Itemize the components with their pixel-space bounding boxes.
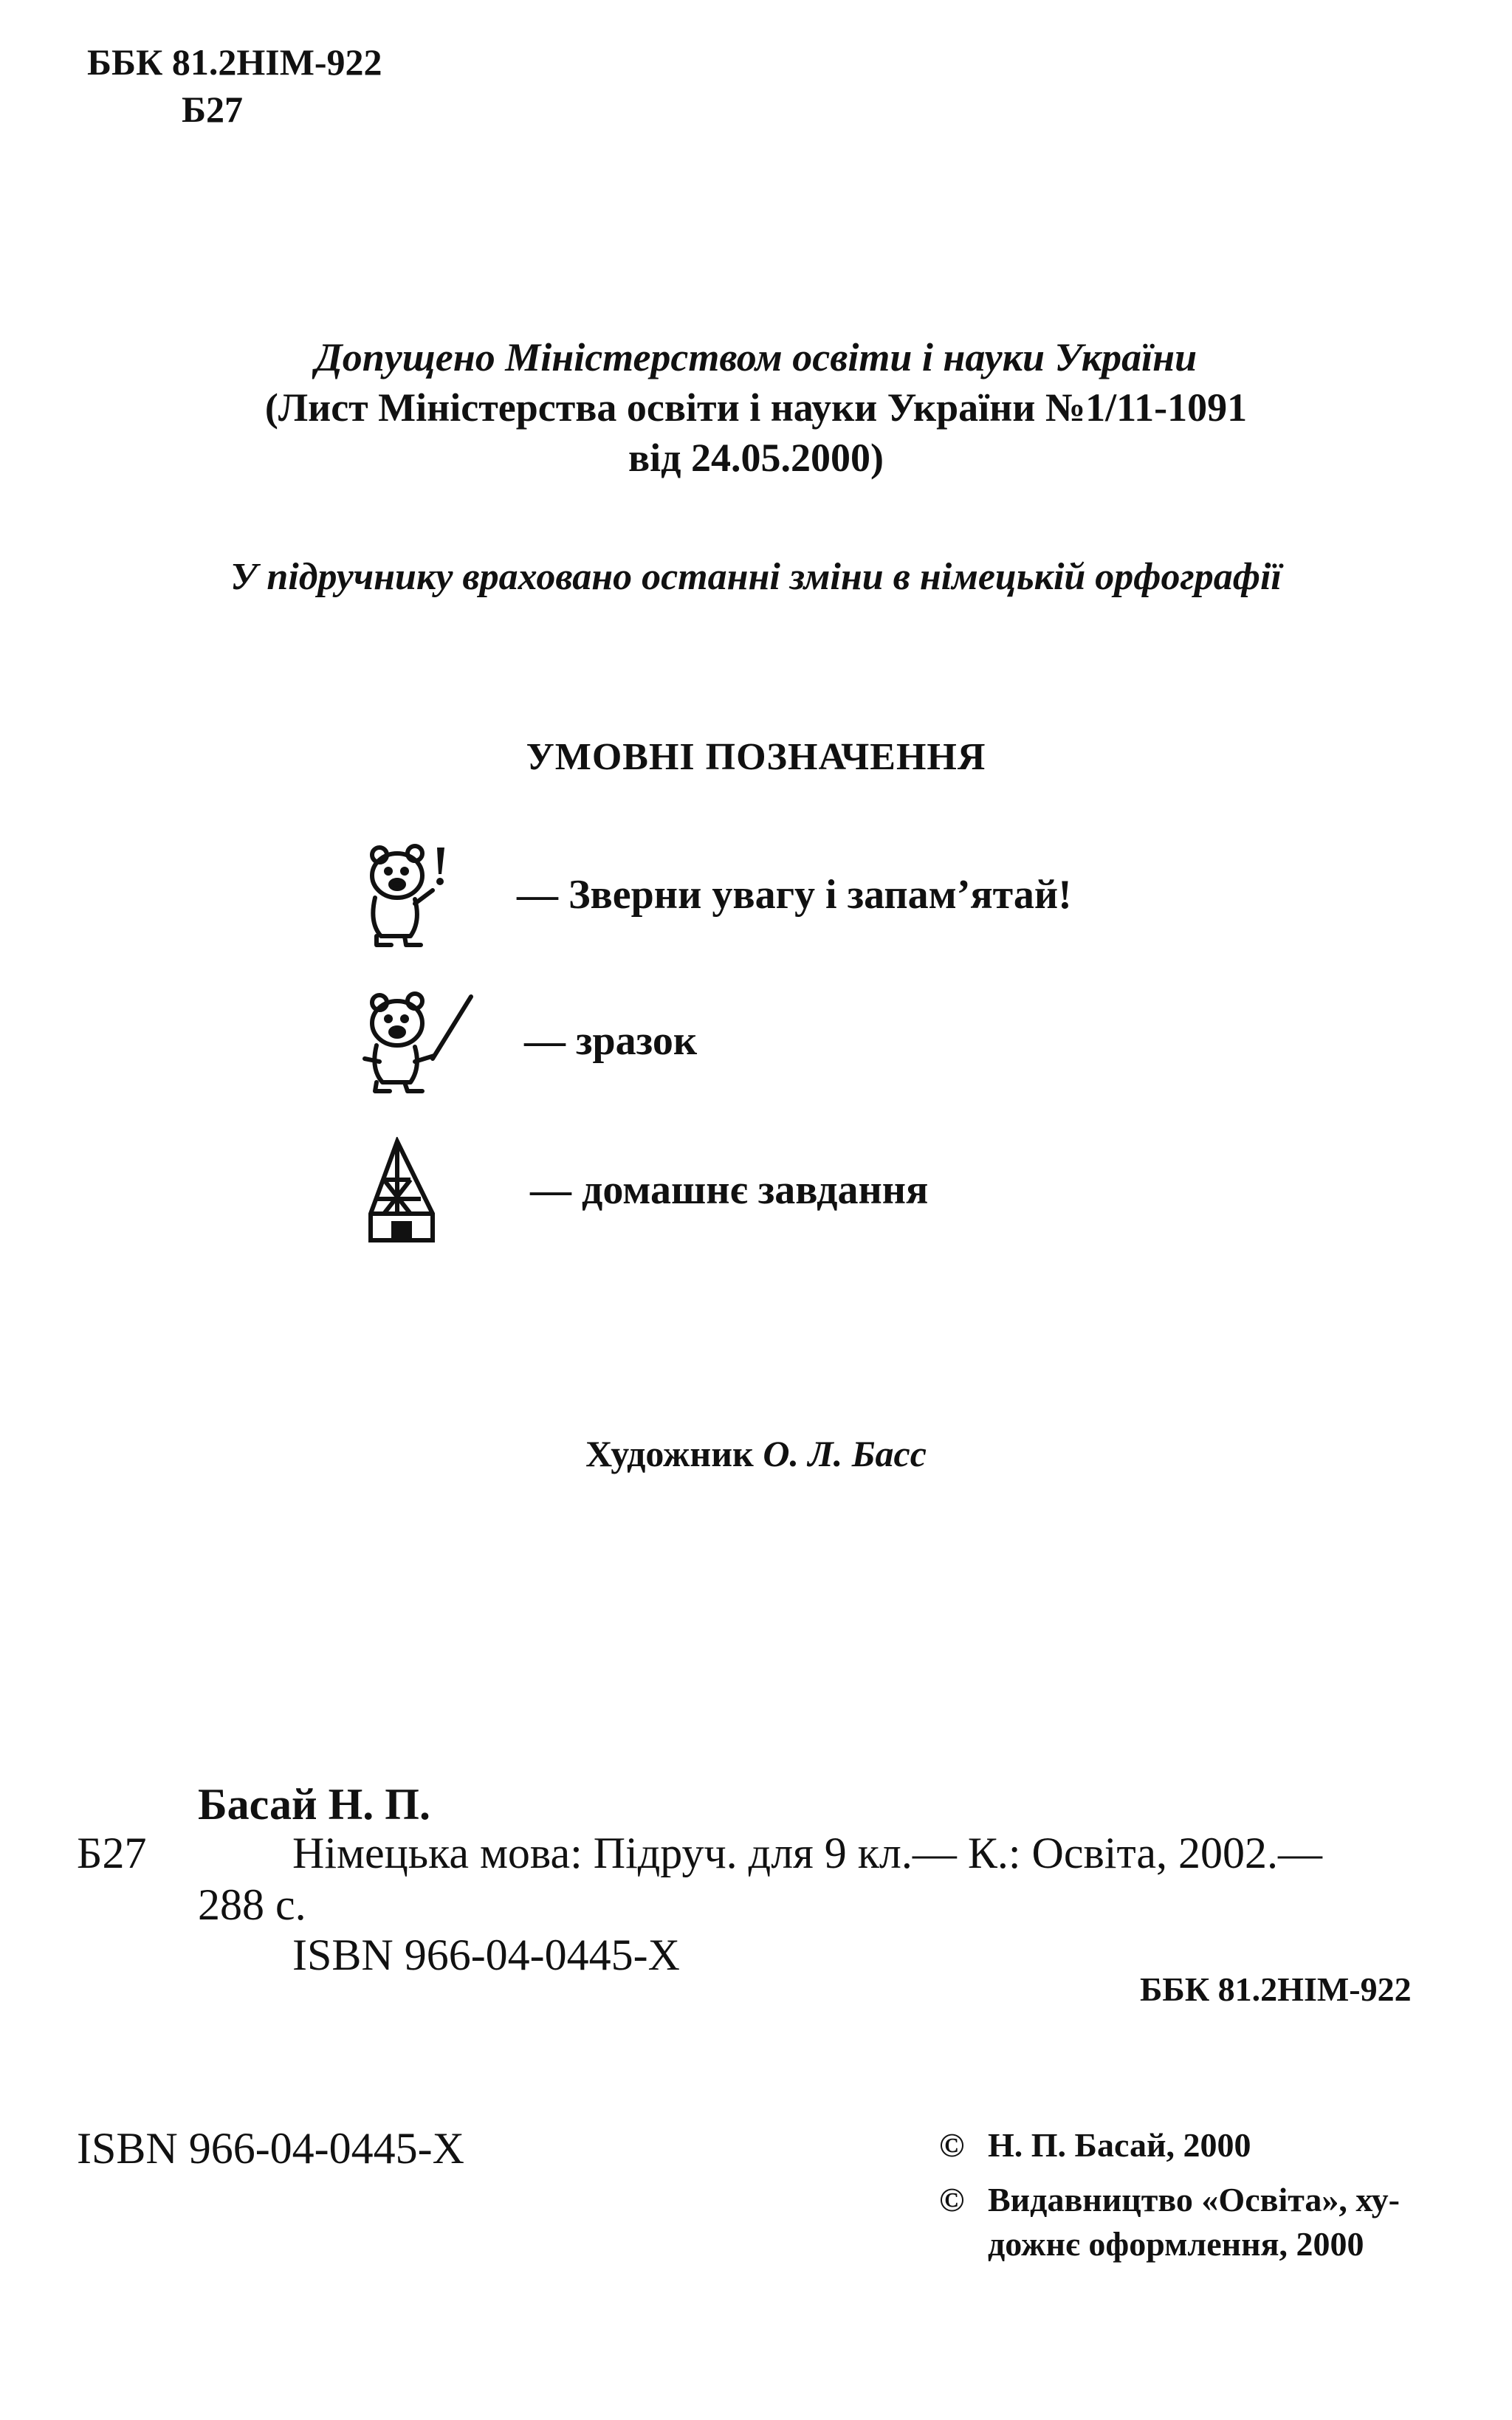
artist-label: Художник: [585, 1433, 754, 1474]
catalog-author: Басай Н. П.: [198, 1780, 430, 1829]
bear-exclamation-icon: [362, 842, 472, 952]
copyright-author: [939, 2123, 1456, 2168]
spelling-note: У підручнику враховано останні зміни в німецькій орфографії: [230, 556, 1282, 598]
catalog-bbk: ББК 81.2НІМ-922: [1140, 1970, 1412, 2008]
catalog-code: Б27: [77, 1829, 147, 1877]
bbk-code: ББК 81.2НІМ-922: [87, 41, 382, 83]
legend-label-example: — зразок: [524, 1018, 698, 1064]
artist-name: О. Л. Басс: [763, 1433, 927, 1474]
legend-label-homework: — домашнє завдання: [530, 1167, 929, 1213]
legend-label-attention: — Зверни увагу і запам’ятай!: [517, 872, 1072, 918]
catalog-description: Німецька мова: Підруч. для 9 кл.— К.: Освіта, 2002.—: [292, 1829, 1323, 1877]
copyright-symbol: ©: [939, 2181, 965, 2218]
copyright-publisher: [939, 2178, 1456, 2266]
bbk-classification: [87, 38, 382, 133]
house-icon: [362, 1137, 472, 1248]
bear-pointer-icon: [362, 988, 480, 1099]
copyright-publisher-line-1: Видавництво «Освіта», ху-: [988, 2181, 1400, 2218]
approval-line-3: від 24.05.2000): [628, 436, 884, 480]
footer-isbn: ISBN 966-04-0445-X: [77, 2124, 464, 2173]
copyright-author-text: Н. П. Басай, 2000: [988, 2126, 1251, 2164]
copyright-symbol: ©: [939, 2126, 965, 2164]
copyright-publisher-line-2: дожнє оформлення, 2000: [988, 2225, 1364, 2263]
approval-line-1: Допущено Міністерством освіти і науки України: [315, 335, 1197, 379]
catalog-isbn: ISBN 966-04-0445-X: [292, 1931, 680, 1979]
artist-credit: [0, 1432, 1512, 1475]
copyright-block: [939, 2123, 1456, 2266]
approval-notice: [0, 332, 1512, 483]
approval-line-2: (Лист Міністерства освіти і науки України №1/11-1091: [264, 385, 1248, 430]
bbk-author-mark: Б27: [182, 89, 244, 130]
catalog-pages: 288 с.: [198, 1880, 306, 1929]
legend-title: УМОВНІ ПОЗНАЧЕННЯ: [526, 736, 986, 778]
